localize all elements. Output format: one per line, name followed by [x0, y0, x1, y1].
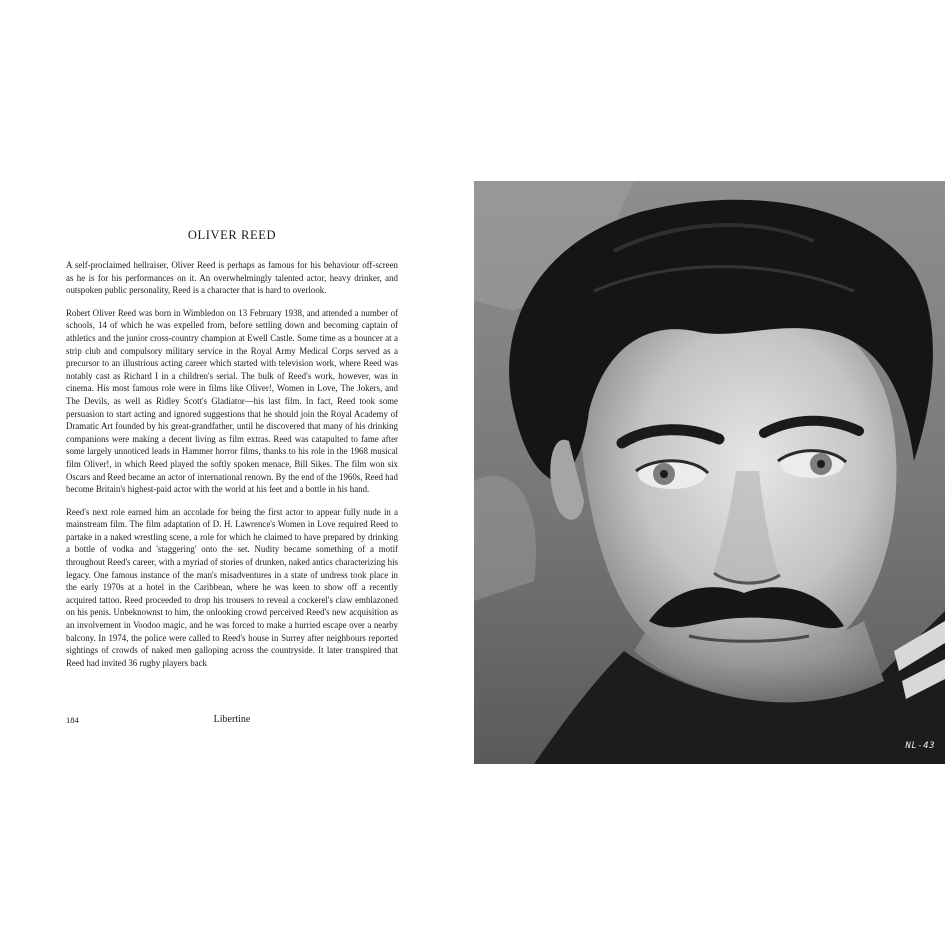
left-page — [66, 228, 398, 679]
body-paragraph-1: A self-proclaimed hellraiser, Oliver Reed is perhaps as famous for his behaviour off-screen as he is for his performances on it. An overwhelmingly talented actor, heavy drinker, and outspoken public personality, Reed is a character that is hard to overlook. — [66, 260, 398, 296]
running-title: Libertine — [213, 714, 251, 725]
body-paragraph-2: Robert Oliver Reed was born in Wimbledon on 13 February 1938, and attended a number of schools, 14 of which he was expelled from, before settling down and becoming captain of athletics and the junior cross-country champion at Ewell Castle. Some time as a bouncer at a strip club and compulsory military service in the Royal Army Medical Corps served as a precursor to an illustrious acting career which started with television work, where Reed was notably cast as Richard I in a children's serial. The bulk of Reed's work, however, was in cinema. His most famous role were in films like Oliver!, Women in Love, The Jokers, and The Devils, as well as Ridley Scott's Gladiator—his last film. In fact, Reed took some persuasion to start acting and ignored suggestions that he should join the Royal Academy of Dramatic Art founded by his great-grandfather, until he discovered that many of his drinking companions were making a decent living as film extras. Reed was catapulted to fame after some largely unnoticed leads in Hammer horror films, thanks to his role in the 1968 musical film Oliver!, in which Reed played the softly spoken menace, Bill Sikes. The film won six Oscars and Reed became an actor of international renown. By the end of the 1960s, Reed had become Britain's highest-paid actor with the world at his feet and a bottle in his hand. — [66, 307, 398, 495]
portrait-illustration — [474, 181, 945, 764]
page-footer — [66, 715, 398, 729]
page-number: 184 — [66, 715, 79, 725]
chapter-title: OLIVER REED — [187, 228, 277, 242]
body-paragraph-3: Reed's next role earned him an accolade for being the first actor to appear fully nude in a mainstream film. The film adaptation of D. H. Lawrence's Women in Love required Reed to partake in a naked wrestling scene, a role for which he claimed to have prepared by drinking a bottle of vodka and 'staggering' onto the set. Nudity became something of a motif throughout Reed's career, with a myriad of stories of drunken, naked antics characterizing his legacy. One famous instance of the man's misadventures in a state of undress took place in the early 1970s at a hotel in the Caribbean, where he was keen to show off a recently acquired tattoo. Reed proceeded to drop his trousers to reveal a cockerel's claw emblazoned on his penis. Unbeknownst to him, the onlooking crowd perceived Reed's new acquisition as an involvement in Voodoo magic, and he was forced to make a hurried escape over a nearby balcony. In 1974, the police were called to Reed's house in Surrey after neighbours reported sightings of crowds of naked men galloping across the countryside. It later transpired that Reed had invited 36 rugby players back — [66, 506, 398, 668]
portrait-photo — [474, 181, 945, 764]
photo-code: NL-43 — [905, 741, 935, 751]
